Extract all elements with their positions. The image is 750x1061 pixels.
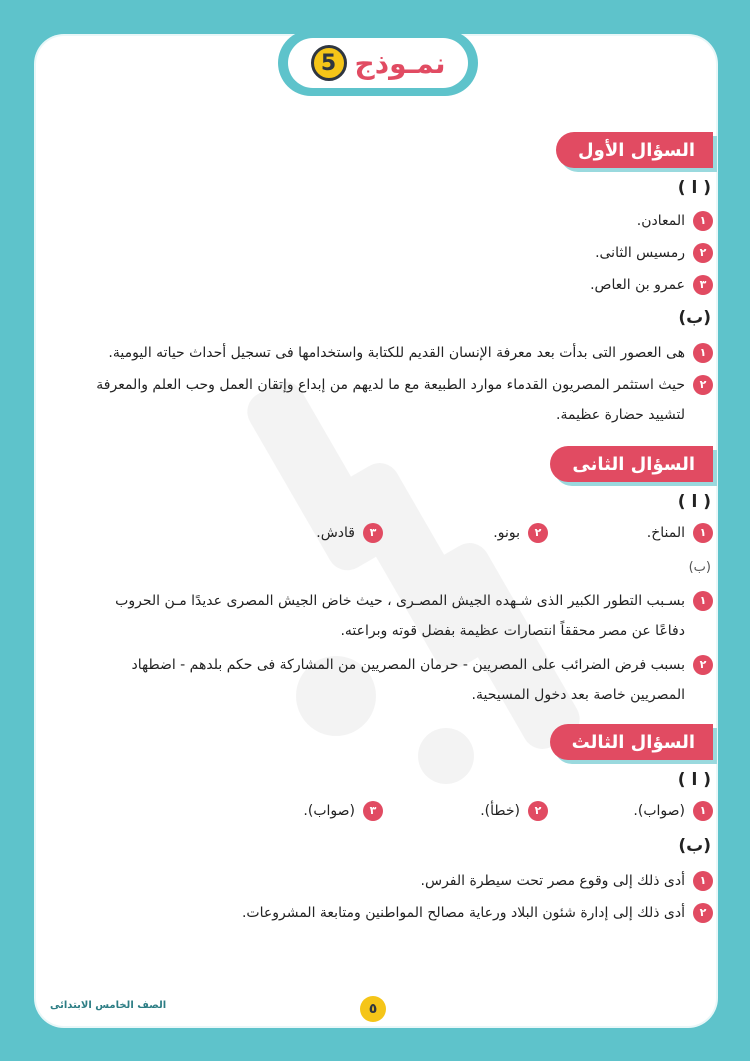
item-text: أدى ذلك إلى وقوع مصر تحت سيطرة الفرس. bbox=[420, 873, 685, 889]
section-1-a-item-1 bbox=[637, 206, 713, 236]
section-1-part-a-label: ( ا ) bbox=[677, 178, 711, 198]
item-number: ٣ bbox=[363, 801, 383, 821]
item-number: ٢ bbox=[528, 801, 548, 821]
section-2-a-item-3 bbox=[218, 518, 383, 548]
model-title: نمـوذج bbox=[354, 46, 446, 80]
item-text: (صواب). bbox=[633, 803, 685, 819]
section-3-b-item-1 bbox=[421, 866, 713, 896]
section-3-a-item-2 bbox=[383, 796, 548, 826]
item-text: (صواب). bbox=[303, 803, 355, 819]
section-1-b-item-2 bbox=[85, 370, 713, 430]
section-2-part-b-label: (ب) bbox=[688, 560, 711, 575]
item-number: ٢ bbox=[693, 375, 713, 395]
item-text: (خطأ). bbox=[480, 803, 520, 819]
item-text: بونو. bbox=[493, 525, 520, 541]
item-number: ٣ bbox=[363, 523, 383, 543]
section-2-a-item-2 bbox=[383, 518, 548, 548]
item-text: قادش. bbox=[316, 525, 355, 541]
section-3-a-row bbox=[218, 796, 713, 826]
page-number: ٥ bbox=[360, 996, 386, 1022]
grade-label: الصف الخامس الابتدائى bbox=[50, 1000, 167, 1011]
section-1-title: السؤال الأول bbox=[556, 132, 713, 168]
section-1-part-b-label: (ب) bbox=[678, 308, 711, 328]
item-number: ٢ bbox=[693, 655, 713, 675]
section-2-b-item-1 bbox=[85, 586, 713, 646]
section-2-title: السؤال الثانى bbox=[550, 446, 713, 482]
section-1-b-item-1 bbox=[108, 338, 713, 368]
item-text: المناخ. bbox=[646, 525, 685, 541]
section-3-part-b-label: (ب) bbox=[678, 836, 711, 856]
item-text: حيث استثمر المصريون القدماء موارد الطبيعة مع ما لديهم من إبداع وإتقان العمل وحب العلم والمعرفة لتشييد حضارة عظيمة. bbox=[96, 377, 685, 423]
item-number: ١ bbox=[693, 211, 713, 231]
item-text: عمرو بن العاص. bbox=[590, 277, 685, 293]
section-2-part-a-label: ( ا ) bbox=[677, 492, 711, 512]
item-number: ١ bbox=[693, 523, 713, 543]
section-1-a-item-2 bbox=[595, 238, 713, 268]
item-number: ٢ bbox=[693, 243, 713, 263]
section-2-a-item-1 bbox=[548, 518, 713, 548]
item-text: هى العصور التى بدأت بعد معرفة الإنسان القديم للكتابة واستخدامها فى تسجيل أحداث حياته اليومية. bbox=[108, 345, 685, 361]
section-3-title: السؤال الثالث bbox=[550, 724, 713, 760]
section-3-a-item-1 bbox=[548, 796, 713, 826]
item-text: المعادن. bbox=[636, 213, 685, 229]
item-number: ١ bbox=[693, 801, 713, 821]
item-number: ١ bbox=[693, 871, 713, 891]
item-text: رمسيس الثانى. bbox=[595, 245, 685, 261]
section-2-b-item-2 bbox=[85, 650, 713, 710]
item-text: بسبب فرض الضرائب على المصريين - حرمان المصريين من المشاركة فى حكم بلدهم - اضطهاد المصريين خاصة بعد دخول المسيحية. bbox=[131, 657, 685, 703]
item-text: أدى ذلك إلى إدارة شئون البلاد ورعاية مصالح المواطنين ومتابعة المشروعات. bbox=[241, 905, 685, 921]
section-3-part-a-label: ( ا ) bbox=[677, 770, 711, 790]
item-text: بسـبب التطور الكبير الذى شـهده الجيش المصـرى ، حيث خاض الجيش المصرى عديدًا مـن الحروب دفاعًا عن مصر محققاً انتصارات عظيمة بفضل قوته وبراعته. bbox=[115, 593, 685, 639]
section-2-a-row bbox=[218, 518, 713, 548]
section-1-a-item-3 bbox=[590, 270, 713, 300]
item-number: ٢ bbox=[528, 523, 548, 543]
model-number: 5 bbox=[311, 45, 347, 81]
header-badge bbox=[288, 38, 468, 88]
item-number: ٢ bbox=[693, 903, 713, 923]
section-3-a-item-3 bbox=[218, 796, 383, 826]
item-number: ١ bbox=[693, 343, 713, 363]
section-3-b-item-2 bbox=[242, 898, 713, 928]
item-number: ١ bbox=[693, 591, 713, 611]
item-number: ٣ bbox=[693, 275, 713, 295]
